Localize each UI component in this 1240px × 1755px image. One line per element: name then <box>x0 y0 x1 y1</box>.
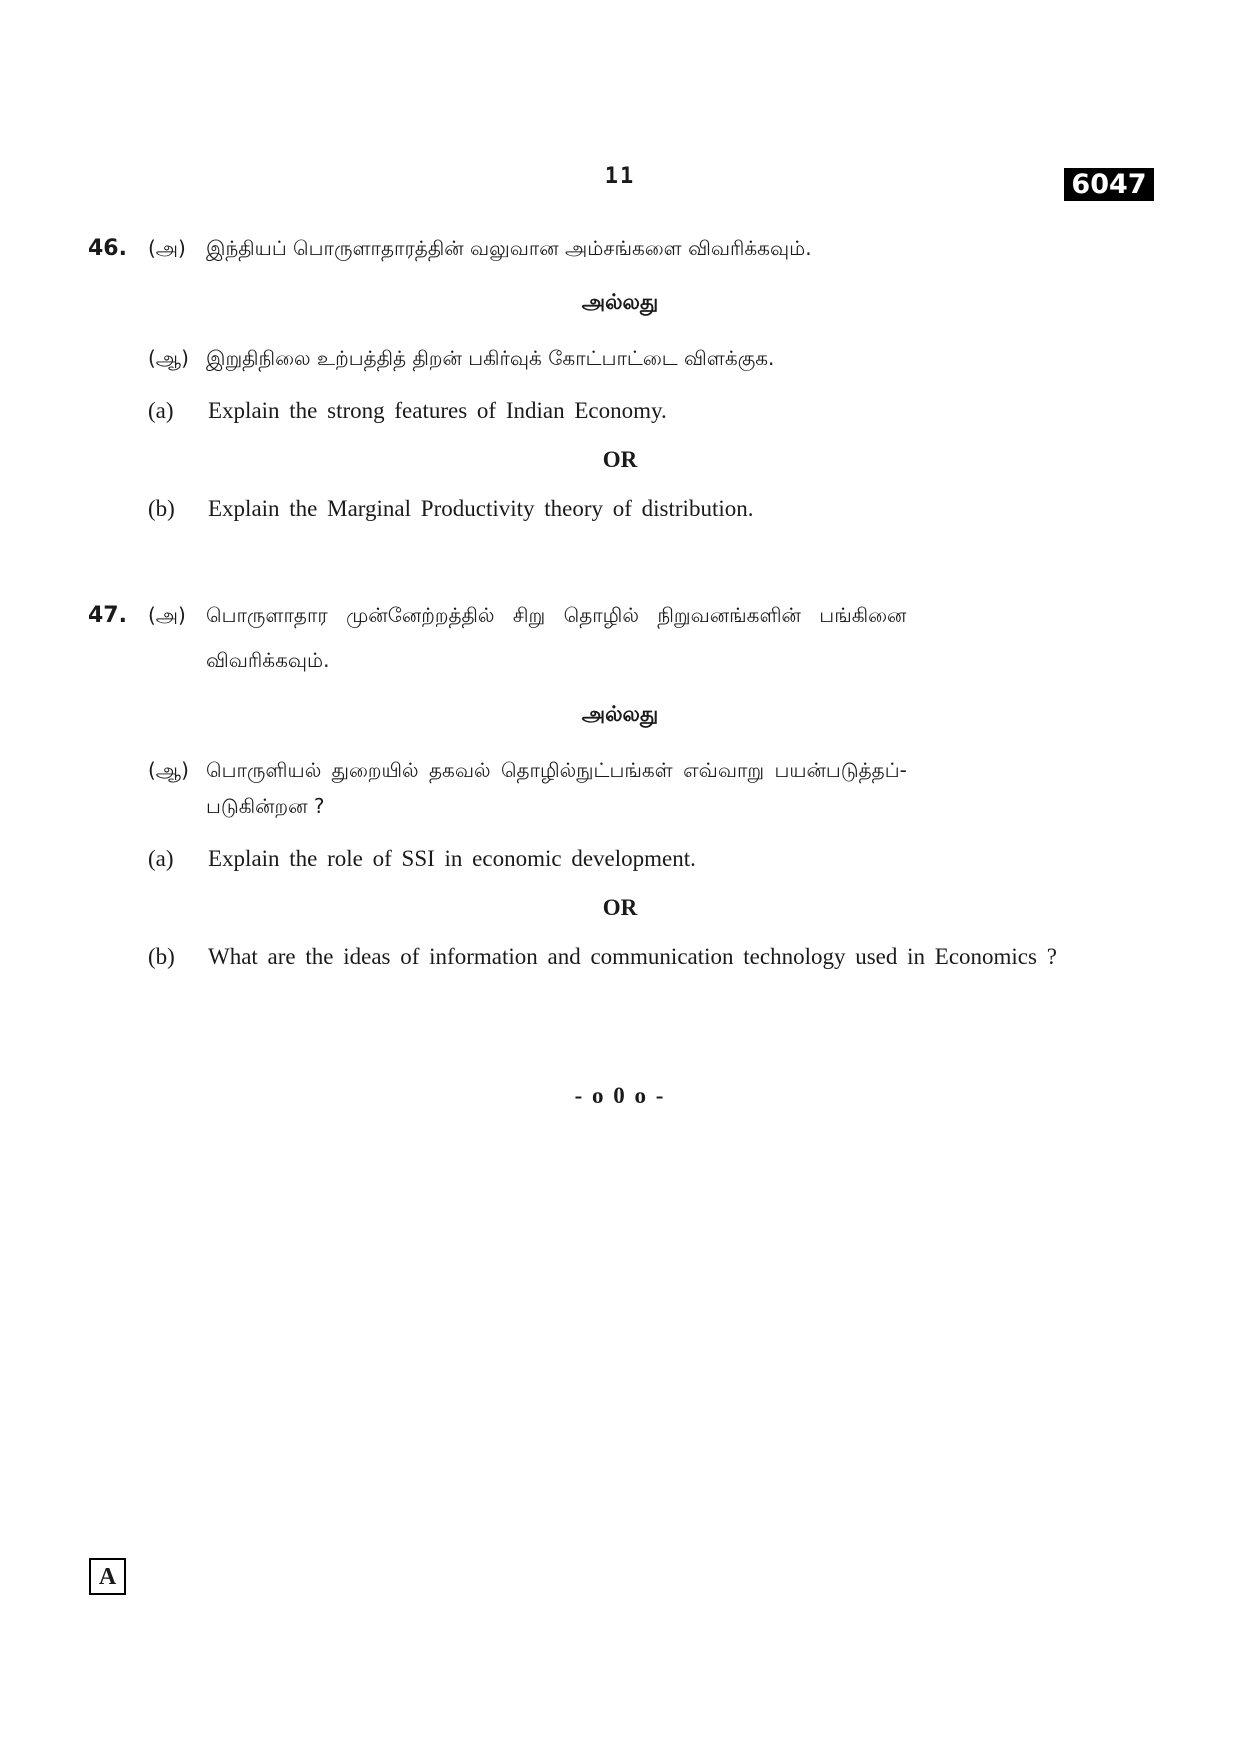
q46-tamil-b-text: இறுதிநிலை உற்பத்தித் திறன் பகிர்வுக் கோட்பாட்டை விளக்குக. <box>206 346 775 370</box>
q47-tamil-b-label: (ஆ) <box>148 758 189 782</box>
question-number-47: 47. <box>88 603 127 628</box>
question-number-46: 46. <box>88 236 127 261</box>
q47-tamil-a-text-line1: பொருளாதார முன்னேற்றத்தில் சிறு தொழில் நிறுவனங்களின் பங்கினை <box>206 603 907 627</box>
series-letter-box: A <box>89 1558 126 1595</box>
paper-code-badge: 6047 <box>1064 168 1154 201</box>
q46-english-a-label: (a) <box>148 398 174 423</box>
q46-english-or: OR <box>602 447 638 472</box>
q46-tamil-a-text: இந்தியப் பொருளாதாரத்தின் வலுவான அம்சங்களை விவரிக்கவும். <box>206 236 812 260</box>
q46-tamil-a-label: (அ) <box>148 236 186 260</box>
q47-tamil-or: அல்லது <box>581 702 659 726</box>
page-number: 11 <box>604 164 636 189</box>
q47-english-b-label: (b) <box>148 944 175 969</box>
q47-english-a-text: Explain the role of SSI in economic development. <box>208 846 696 871</box>
q46-tamil-b-label: (ஆ) <box>148 346 189 370</box>
q46-english-a-text: Explain the strong features of Indian Economy. <box>208 398 667 423</box>
q47-english-a-label: (a) <box>148 846 174 871</box>
q47-english-b-text: What are the ideas of information and communication technology used in Economics ? <box>208 944 1057 969</box>
q47-tamil-a-label: (அ) <box>148 603 186 627</box>
q47-tamil-a-text-line2: விவரிக்கவும். <box>206 648 330 672</box>
q47-tamil-b-text-line2: படுகின்றன ? <box>206 794 325 818</box>
q46-tamil-or: அல்லது <box>581 290 659 314</box>
q47-english-or: OR <box>602 895 638 920</box>
end-of-paper-mark: - o 0 o - <box>574 1083 666 1108</box>
q46-english-b-label: (b) <box>148 496 175 521</box>
q47-tamil-b-text-line1: பொருளியல் துறையில் தகவல் தொழில்நுட்பங்கள் எவ்வாறு பயன்படுத்தப்- <box>206 758 907 782</box>
q46-english-b-text: Explain the Marginal Productivity theory of distribution. <box>208 496 754 521</box>
